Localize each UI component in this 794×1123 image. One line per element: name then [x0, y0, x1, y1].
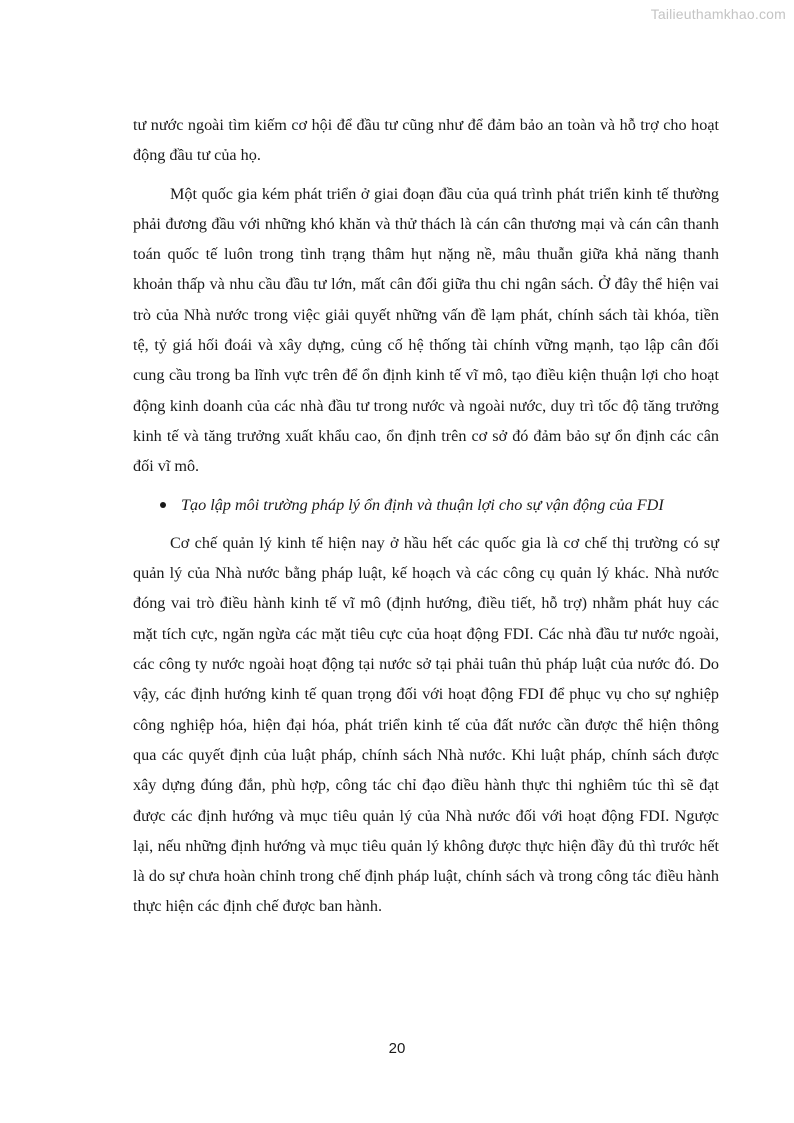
- bullet-heading-text: Tạo lập môi trường pháp lý ổn định và thuận lợi cho sự vận động của FDI: [181, 495, 664, 514]
- page-number: 20: [388, 1040, 406, 1057]
- paragraph-legal-environment: Cơ chế quản lý kinh tế hiện nay ở hầu hết các quốc gia là cơ chế thị trường có sự quản lý của Nhà nước bằng pháp luật, kế hoạch và các công cụ quản lý khác. Nhà nước đóng vai trò điều hành kinh tế vĩ mô (định hướng, điều tiết, hỗ trợ) nhằm phát huy các mặt tích cực, ngăn ngừa các mặt tiêu cực của hoạt động FDI. Các nhà đầu tư nước ngoài, các công ty nước ngoài hoạt động tại nước sở tại phải tuân thủ pháp luật của nước đó. Do vậy, các định hướng kinh tế quan trọng đối với hoạt động FDI để phục vụ cho sự nghiệp công nghiệp hóa, hiện đại hóa, phát triển kinh tế của đất nước cần được thể hiện thông qua các quyết định của luật pháp, chính sách Nhà nước. Khi luật pháp, chính sách được xây dựng đúng đắn, phù hợp, công tác chỉ đạo điều hành thực thi nghiêm túc thì sẽ đạt được các định hướng và mục tiêu quản lý của Nhà nước đối với hoạt động FDI. Ngược lại, nếu những định hướng và mục tiêu quản lý không được thực hiện đầy đủ thì trước hết là do sự chưa hoàn chỉnh trong chế định pháp luật, chính sách và trong công tác điều hành thực hiện các định chế được ban hành.: [133, 533, 719, 916]
- paragraph-continuation: tư nước ngoài tìm kiếm cơ hội để đầu tư cũng như để đảm bảo an toàn và hỗ trợ cho hoạt động đầu tư của họ.: [133, 116, 719, 165]
- watermark-text: Tailieuthamkhao.com: [650, 6, 786, 22]
- bullet-dot-icon: [160, 502, 166, 508]
- bullet-item: [133, 490, 719, 520]
- paragraph-macro-stability: Một quốc gia kém phát triển ở giai đoạn đầu của quá trình phát triển kinh tế thường phải đương đầu với những khó khăn và thử thách là cán cân thương mại và cán cân thanh toán quốc tế luôn trong tình trạng thâm hụt nặng nề, mâu thuẫn giữa khả năng thanh khoản thấp và nhu cầu đầu tư lớn, mất cân đối giữa thu chi ngân sách. Ở đây thể hiện vai trò của Nhà nước trong việc giải quyết những vấn đề lạm phát, chính sách tài khóa, tiền tệ, tỷ giá hối đoái và xây dựng, củng cố hệ thống tài chính vững mạnh, tạo lập cân đối cung cầu trong ba lĩnh vực trên để ổn định kinh tế vĩ mô, tạo điều kiện thuận lợi cho hoạt động kinh doanh của các nhà đầu tư trong nước và ngoài nước, duy trì tốc độ tăng trưởng kinh tế và tăng trưởng xuất khẩu cao, ổn định trên cơ sở đó đảm bảo sự ổn định các cân đối vĩ mô.: [133, 184, 719, 476]
- page-body: [133, 110, 719, 930]
